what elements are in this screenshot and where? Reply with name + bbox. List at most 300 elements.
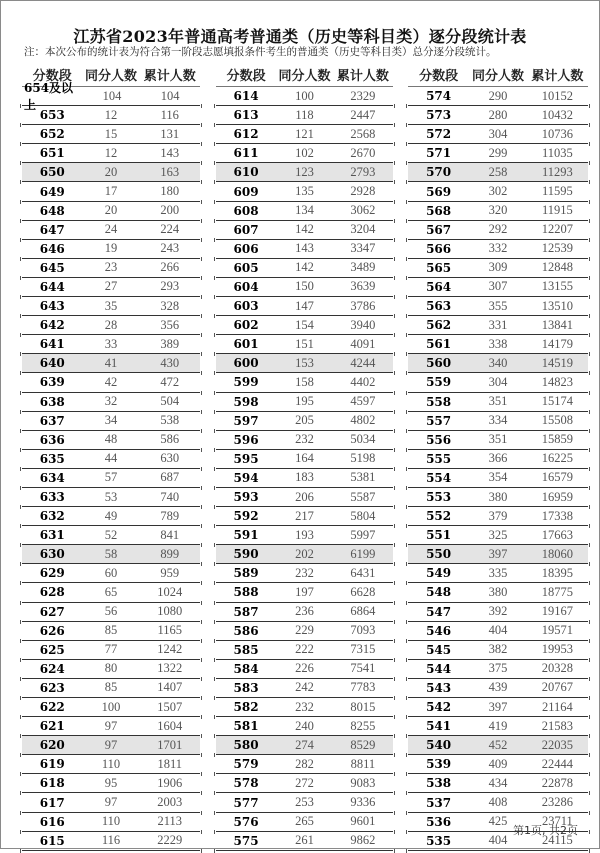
table-row <box>408 278 588 297</box>
cumulative-cell: 10432 <box>541 107 573 122</box>
score-cell: 571 <box>426 146 452 161</box>
same-count-cell: 232 <box>295 565 314 580</box>
table-header <box>408 62 588 87</box>
page-indicator: 第1页, 共2页 <box>513 824 578 837</box>
same-count-cell: 49 <box>104 508 118 523</box>
same-count-cell: 193 <box>295 527 314 542</box>
cumulative-cell: 5381 <box>350 470 376 485</box>
same-count-cell: 95 <box>104 775 118 790</box>
cumulative-cell: 959 <box>160 565 180 580</box>
score-cell: 588 <box>233 585 259 600</box>
same-count-cell: 335 <box>488 565 508 580</box>
table-row <box>216 373 393 392</box>
cumulative-cell: 4091 <box>350 336 376 351</box>
score-cell: 573 <box>426 108 452 123</box>
same-count-cell: 205 <box>295 413 314 428</box>
score-cell: 654及以上 <box>24 81 74 113</box>
header-cumulative: 累计人数 <box>336 68 389 84</box>
cumulative-cell: 293 <box>160 279 180 294</box>
score-cell: 536 <box>426 814 452 829</box>
same-count-cell: 272 <box>295 775 314 790</box>
cumulative-cell: 16225 <box>541 451 573 466</box>
same-count-cell: 229 <box>295 623 314 638</box>
same-count-cell: 290 <box>488 88 508 103</box>
table-row <box>22 660 200 679</box>
same-count-cell: 48 <box>104 432 118 447</box>
table-row <box>216 641 393 660</box>
cumulative-cell: 24115 <box>541 833 573 848</box>
score-cell: 608 <box>233 203 259 218</box>
same-count-cell: 164 <box>295 451 314 466</box>
score-cell: 630 <box>39 547 65 562</box>
cumulative-cell: 180 <box>160 184 180 199</box>
table-row <box>216 354 393 373</box>
cumulative-cell: 5198 <box>350 451 376 466</box>
cumulative-cell: 4597 <box>350 394 376 409</box>
same-count-cell: 331 <box>488 317 508 332</box>
table-row <box>408 335 588 354</box>
table-row <box>216 774 393 793</box>
score-cell: 613 <box>233 108 259 123</box>
cumulative-cell: 504 <box>160 394 180 409</box>
same-count-cell: 404 <box>488 623 508 638</box>
cumulative-cell: 899 <box>160 546 180 561</box>
score-cell: 615 <box>39 833 65 848</box>
header-cumulative: 累计人数 <box>143 68 196 84</box>
table-row <box>408 641 588 660</box>
same-count-cell: 53 <box>104 489 118 504</box>
table-row <box>216 698 393 717</box>
table-row <box>408 583 588 602</box>
score-cell: 556 <box>426 432 452 447</box>
score-cell: 610 <box>233 165 259 180</box>
score-cell: 648 <box>39 203 65 218</box>
cumulative-cell: 243 <box>160 241 180 256</box>
table-row <box>408 202 588 221</box>
score-cell: 636 <box>39 432 65 447</box>
table-row <box>216 182 393 201</box>
table-row <box>22 698 200 717</box>
cumulative-cell: 472 <box>160 374 180 389</box>
table-row <box>22 106 200 125</box>
table-row <box>408 793 588 812</box>
score-cell: 624 <box>39 661 65 676</box>
score-cell: 545 <box>426 642 452 657</box>
same-count-cell: 392 <box>488 604 508 619</box>
same-count-cell: 32 <box>104 394 118 409</box>
same-count-cell: 57 <box>104 470 118 485</box>
cumulative-cell: 13841 <box>541 317 573 332</box>
score-cell: 582 <box>233 700 259 715</box>
table-row <box>22 163 200 182</box>
same-count-cell: 42 <box>104 374 118 389</box>
table-row <box>408 297 588 316</box>
cumulative-cell: 2928 <box>350 184 376 199</box>
score-cell: 553 <box>426 490 452 505</box>
table-row <box>22 278 200 297</box>
same-count-cell: 382 <box>488 642 508 657</box>
table-row <box>408 412 588 431</box>
cumulative-cell: 1322 <box>157 661 183 676</box>
cumulative-cell: 6864 <box>350 604 376 619</box>
same-count-cell: 419 <box>488 718 508 733</box>
same-count-cell: 282 <box>295 756 314 771</box>
score-cell: 591 <box>233 528 259 543</box>
same-count-cell: 253 <box>295 795 314 810</box>
score-cell: 614 <box>233 89 259 104</box>
score-cell: 586 <box>233 623 259 638</box>
score-cell: 627 <box>39 604 65 619</box>
same-count-cell: 206 <box>295 489 314 504</box>
cumulative-cell: 13510 <box>541 298 573 313</box>
score-cell: 635 <box>39 451 65 466</box>
score-cell: 557 <box>426 413 452 428</box>
same-count-cell: 380 <box>488 584 508 599</box>
same-count-cell: 12 <box>104 107 118 122</box>
table-row <box>22 412 200 431</box>
table-row <box>22 469 200 488</box>
same-count-cell: 309 <box>488 260 508 275</box>
same-count-cell: 153 <box>295 355 314 370</box>
table-row <box>22 81 200 113</box>
same-count-cell: 217 <box>295 508 314 523</box>
table-row <box>408 182 588 201</box>
same-count-cell: 240 <box>295 718 314 733</box>
score-cell: 647 <box>39 222 65 237</box>
same-count-cell: 143 <box>295 241 314 256</box>
table-row <box>216 278 393 297</box>
cumulative-cell: 3062 <box>350 203 376 218</box>
cumulative-cell: 1407 <box>157 680 183 695</box>
table-row <box>216 583 393 602</box>
score-cell: 589 <box>233 566 259 581</box>
table-row <box>408 163 588 182</box>
score-cell: 539 <box>426 757 452 772</box>
same-count-cell: 304 <box>488 126 508 141</box>
table-row <box>408 469 588 488</box>
table-row <box>408 125 588 144</box>
cumulative-cell: 13155 <box>541 279 573 294</box>
score-cell: 578 <box>233 776 259 791</box>
table-row <box>216 240 393 259</box>
header-same-count: 同分人数 <box>471 68 524 84</box>
cumulative-cell: 23286 <box>541 795 573 810</box>
score-cell: 563 <box>426 299 452 314</box>
table-row <box>408 507 588 526</box>
same-count-cell: 135 <box>295 184 314 199</box>
cumulative-cell: 10152 <box>541 88 573 103</box>
score-cell: 652 <box>39 127 65 142</box>
table-row <box>408 431 588 450</box>
cumulative-cell: 2329 <box>350 88 376 103</box>
score-cell: 572 <box>426 127 452 142</box>
score-cell: 559 <box>426 375 452 390</box>
table-row <box>22 431 200 450</box>
cumulative-cell: 630 <box>160 451 180 466</box>
score-cell: 612 <box>233 127 259 142</box>
table-row <box>22 259 200 278</box>
same-count-cell: 351 <box>488 432 508 447</box>
table-row <box>22 125 200 144</box>
same-count-cell: 56 <box>104 604 118 619</box>
score-cell: 550 <box>426 547 452 562</box>
table-row <box>408 106 588 125</box>
same-count-cell: 97 <box>104 737 118 752</box>
score-cell: 558 <box>426 394 452 409</box>
same-count-cell: 118 <box>295 107 314 122</box>
score-cell: 626 <box>39 623 65 638</box>
score-cell: 547 <box>426 604 452 619</box>
cumulative-cell: 104 <box>160 88 180 103</box>
table-row <box>408 603 588 622</box>
cumulative-cell: 21164 <box>541 699 573 714</box>
table-row <box>408 450 588 469</box>
same-count-cell: 434 <box>488 775 508 790</box>
table-row <box>216 679 393 698</box>
same-count-cell: 44 <box>104 451 118 466</box>
score-cell: 617 <box>39 795 65 810</box>
table-row <box>22 755 200 774</box>
cumulative-cell: 9336 <box>350 795 376 810</box>
same-count-cell: 23 <box>104 260 118 275</box>
score-cell: 639 <box>39 375 65 390</box>
cumulative-cell: 4802 <box>350 413 376 428</box>
score-cell: 603 <box>233 299 259 314</box>
cumulative-cell: 16579 <box>541 470 573 485</box>
cumulative-cell: 11915 <box>541 203 573 218</box>
table-row <box>216 106 393 125</box>
table-row <box>216 832 393 851</box>
cumulative-cell: 6628 <box>350 584 376 599</box>
same-count-cell: 232 <box>295 699 314 714</box>
same-count-cell: 379 <box>488 508 508 523</box>
same-count-cell: 222 <box>295 642 314 657</box>
table-row <box>408 316 588 335</box>
cumulative-cell: 16959 <box>541 489 573 504</box>
table-row <box>408 774 588 793</box>
table-row <box>216 469 393 488</box>
cumulative-cell: 20328 <box>541 661 573 676</box>
cumulative-cell: 5997 <box>350 527 376 542</box>
same-count-cell: 97 <box>104 718 118 733</box>
table-row <box>408 622 588 641</box>
table-row <box>408 393 588 412</box>
cumulative-cell: 1165 <box>157 623 182 638</box>
table-row <box>216 259 393 278</box>
score-cell: 632 <box>39 509 65 524</box>
cumulative-cell: 12539 <box>541 241 573 256</box>
header-score: 分数段 <box>226 68 266 84</box>
cumulative-cell: 131 <box>160 126 180 141</box>
cumulative-cell: 8811 <box>350 756 376 771</box>
same-count-cell: 355 <box>488 298 508 313</box>
cumulative-cell: 12207 <box>541 222 573 237</box>
score-cell: 604 <box>233 279 259 294</box>
score-cell: 620 <box>39 738 65 753</box>
same-count-cell: 20 <box>104 164 118 179</box>
score-cell: 621 <box>39 719 65 734</box>
same-count-cell: 258 <box>488 164 508 179</box>
table-row <box>22 354 200 373</box>
table-row <box>22 393 200 412</box>
score-cell: 633 <box>39 490 65 505</box>
same-count-cell: 142 <box>295 260 314 275</box>
table-row <box>408 354 588 373</box>
score-cell: 584 <box>233 661 259 676</box>
cumulative-cell: 3940 <box>350 317 376 332</box>
same-count-cell: 375 <box>488 661 508 676</box>
score-cell: 566 <box>426 241 452 256</box>
table-row <box>22 526 200 545</box>
same-count-cell: 100 <box>295 88 314 103</box>
table-row <box>22 221 200 240</box>
table-row <box>216 393 393 412</box>
cumulative-cell: 15174 <box>541 394 573 409</box>
cumulative-cell: 3639 <box>350 279 376 294</box>
same-count-cell: 320 <box>488 203 508 218</box>
score-table-3 <box>408 62 588 851</box>
score-cell: 609 <box>233 184 259 199</box>
same-count-cell: 397 <box>488 546 508 561</box>
table-row <box>22 373 200 392</box>
score-cell: 551 <box>426 528 452 543</box>
same-count-cell: 304 <box>488 374 508 389</box>
same-count-cell: 439 <box>488 680 508 695</box>
same-count-cell: 397 <box>488 699 508 714</box>
table-row <box>216 507 393 526</box>
score-cell: 631 <box>39 528 65 543</box>
cumulative-cell: 14519 <box>541 355 573 370</box>
cumulative-cell: 2003 <box>157 795 183 810</box>
score-cell: 642 <box>39 318 65 333</box>
table-row <box>22 832 200 851</box>
score-cell: 622 <box>39 700 65 715</box>
score-cell: 600 <box>233 356 259 371</box>
cumulative-cell: 7315 <box>350 642 376 657</box>
score-cell: 601 <box>233 337 259 352</box>
score-cell: 653 <box>39 108 65 123</box>
same-count-cell: 77 <box>104 642 118 657</box>
table-row <box>22 603 200 622</box>
cumulative-cell: 1811 <box>157 756 182 771</box>
cumulative-cell: 1507 <box>157 699 183 714</box>
same-count-cell: 302 <box>488 184 508 199</box>
cumulative-cell: 20767 <box>541 680 573 695</box>
score-cell: 596 <box>233 432 259 447</box>
score-cell: 640 <box>39 356 65 371</box>
table-row <box>216 125 393 144</box>
table-row <box>216 545 393 564</box>
same-count-cell: 202 <box>295 546 314 561</box>
same-count-cell: 409 <box>488 756 508 771</box>
score-cell: 607 <box>233 222 259 237</box>
same-count-cell: 232 <box>295 432 314 447</box>
same-count-cell: 65 <box>104 584 118 599</box>
table-row <box>216 163 393 182</box>
score-cell: 538 <box>426 776 452 791</box>
score-cell: 567 <box>426 222 452 237</box>
score-cell: 565 <box>426 260 452 275</box>
same-count-cell: 265 <box>295 814 314 829</box>
table-row <box>216 660 393 679</box>
same-count-cell: 261 <box>295 833 314 848</box>
cumulative-cell: 3786 <box>350 298 376 313</box>
score-cell: 611 <box>233 146 259 161</box>
score-cell: 570 <box>426 165 452 180</box>
same-count-cell: 325 <box>488 527 508 542</box>
table-row <box>216 202 393 221</box>
cumulative-cell: 224 <box>160 222 180 237</box>
score-cell: 599 <box>233 375 259 390</box>
table-row <box>408 698 588 717</box>
cumulative-cell: 17338 <box>541 508 573 523</box>
cumulative-cell: 143 <box>160 145 180 160</box>
same-count-cell: 340 <box>488 355 508 370</box>
cumulative-cell: 19953 <box>541 642 573 657</box>
score-cell: 544 <box>426 661 452 676</box>
score-cell: 554 <box>426 470 452 485</box>
cumulative-cell: 8529 <box>350 737 376 752</box>
cumulative-cell: 1024 <box>157 584 183 599</box>
cumulative-cell: 19571 <box>541 623 573 638</box>
cumulative-cell: 22444 <box>541 756 573 771</box>
table-row <box>22 507 200 526</box>
same-count-cell: 110 <box>101 756 121 771</box>
same-count-cell: 100 <box>101 699 121 714</box>
same-count-cell: 338 <box>488 336 508 351</box>
score-cell: 581 <box>233 719 259 734</box>
table-row <box>216 412 393 431</box>
cumulative-cell: 6199 <box>350 546 376 561</box>
cumulative-cell: 1701 <box>157 737 183 752</box>
table-row <box>22 641 200 660</box>
score-cell: 555 <box>426 451 452 466</box>
cumulative-cell: 2229 <box>157 833 183 848</box>
cumulative-cell: 14179 <box>541 336 573 351</box>
cumulative-cell: 2670 <box>350 145 376 160</box>
same-count-cell: 380 <box>488 489 508 504</box>
cumulative-cell: 11035 <box>541 145 573 160</box>
table-row <box>216 335 393 354</box>
score-cell: 548 <box>426 585 452 600</box>
score-cell: 587 <box>233 604 259 619</box>
table-row <box>408 755 588 774</box>
cumulative-cell: 200 <box>160 203 180 218</box>
same-count-cell: 35 <box>104 298 118 313</box>
score-cell: 649 <box>39 184 65 199</box>
score-cell: 638 <box>39 394 65 409</box>
score-cell: 552 <box>426 509 452 524</box>
same-count-cell: 52 <box>104 527 118 542</box>
table-row <box>216 622 393 641</box>
same-count-cell: 27 <box>104 279 118 294</box>
same-count-cell: 408 <box>488 795 508 810</box>
table-row <box>408 373 588 392</box>
same-count-cell: 58 <box>104 546 118 561</box>
table-row <box>216 526 393 545</box>
score-cell: 593 <box>233 490 259 505</box>
cumulative-cell: 4244 <box>350 355 376 370</box>
table-row <box>408 679 588 698</box>
table-row <box>408 526 588 545</box>
table-row <box>22 622 200 641</box>
cumulative-cell: 15508 <box>541 413 573 428</box>
cumulative-cell: 789 <box>160 508 180 523</box>
cumulative-cell: 116 <box>160 107 179 122</box>
cumulative-cell: 586 <box>160 432 180 447</box>
score-cell: 574 <box>426 89 452 104</box>
cumulative-cell: 7093 <box>350 623 376 638</box>
